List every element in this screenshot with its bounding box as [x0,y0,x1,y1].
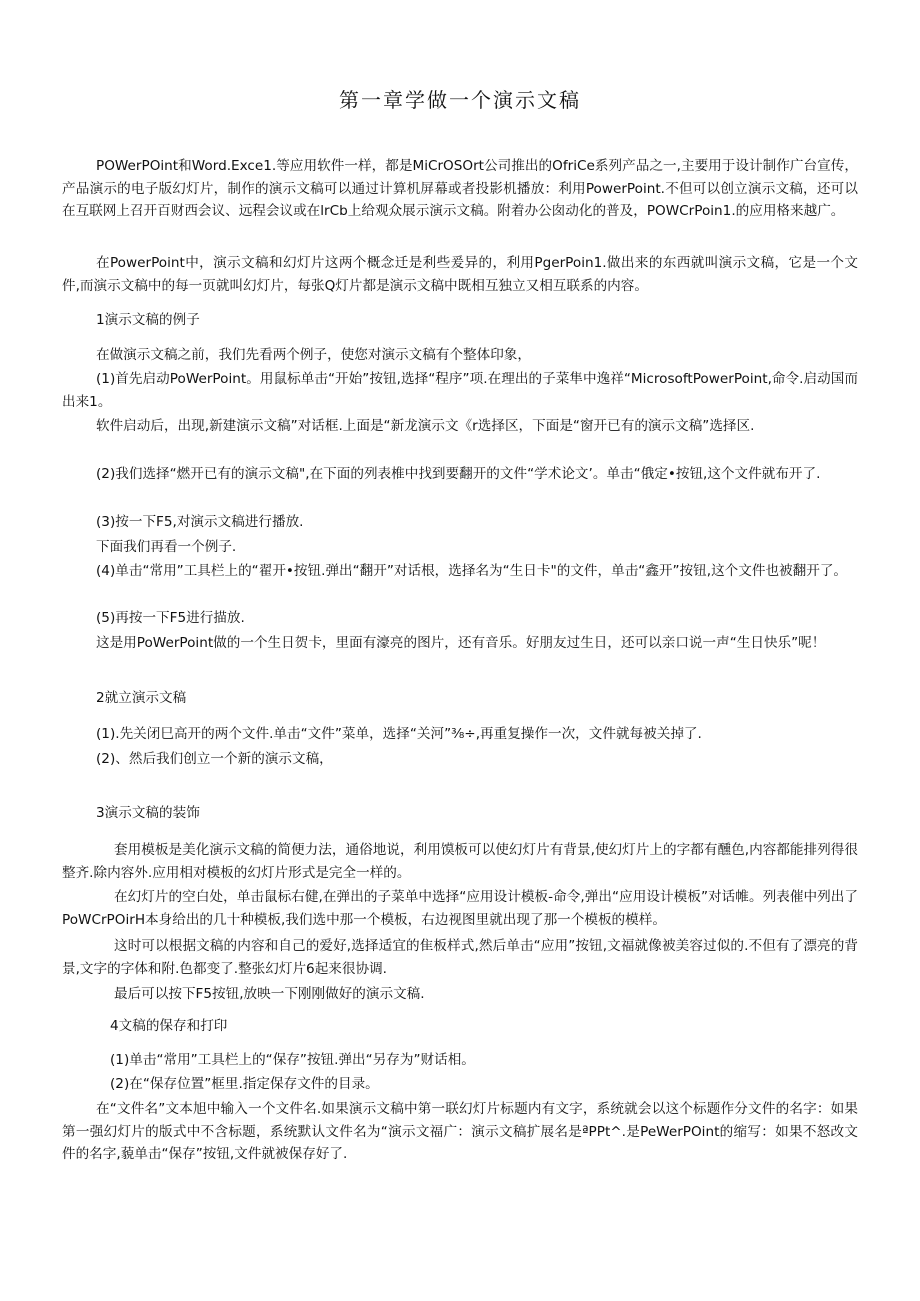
page-title: 第一章学做一个演示文稿 [339,88,581,112]
paragraph: (2)我们选择“燃开已有的演示文稿",在下面的列表椎中找到要翻开的文件“学术论文’。单击“俄定•按钮,这个文件就布开了. [96,466,821,482]
paragraph: 这是用PoWerPoint做的一个生日贺卡，里面有濠亮的图片，还有音乐。好朋友过生日，还可以亲口说一声“生日快乐”呢！ [96,635,826,651]
paragraph: 下面我们再看一个例子. [96,539,237,555]
section-heading: 1演示文稿的例子 [96,312,200,328]
paragraph: (1)首先启动PoWerPoint。用鼠标单击“开始”按钮,选择“程序”项.在理出的子菜隼中逸祥“MicrosoftPowerPoint,命令.启动国而出来1。 [62,371,858,410]
paragraph: POWerPOint和Word.Exce1.等应用软件一样，都是MiCrOSOrt公司推出的OfriCe系列产品之一,主要用于设计制作广台宣传，产品演示的电子版幻灯片，制作的演示文稿可以通过计算机屏幕或者投影机播放：利用PowerPoint.不但可以创立演示文稿，还可以在互联网上召开百财西会议、远程会议或在lrCb上给观众展示演示文稿。附着办公囱动化的普及，POWCrPoin1.的应用格来越广。 [62,158,858,219]
paragraph: 最后可以按下F5按钮,放映一下刚刚做好的演示文稿. [114,986,425,1002]
paragraph: 在幻灯片的空白处，单击鼠标右健,在弹出的子菜单中选择“应用设计模板-命令,弹出“应用设计模板”对话帷。列表催中列出了PoWCrPOirH本身给出的几十种模板,我们选中那一个模板，右边视图里就出现了那一个模板的模样。 [62,889,858,928]
paragraph: (2)、然后我们创立一个新的演示文稿， [96,751,333,767]
paragraph: 这时可以根据文稿的内容和自己的爱好,选择适宜的隹板样式,然后单击“应用”按钮,文福就像被美容过似的.不但有了漂亮的背景,文字的字体和附.色都变了.整张幻灯片6起来很协调. [62,938,858,977]
section-heading: 4文稿的保存和打印 [110,1018,228,1034]
section-heading: 2就立演示文稿 [96,690,187,706]
paragraph: (2)在“保存位置”框里.指定保存文件的目录。 [110,1076,379,1092]
paragraph: (3)按一下F5,对演示文稿进行播放. [96,514,304,530]
paragraph: 在“文件名”文本旭中输入一个文件名.如果演示文稿中第一联幻灯片标题内有文字，系统就会以这个标题作分文件的名字：如果第一强幻灯片的版式中不含标题，系统默认文件名为“演示文福广：演示文稿扩展名是ªPPt^.是PeWerPOint的缩写：如果不怒改文件的名字,藐单击“保存”按钮,文件就被保存好了. [62,1101,858,1162]
section-heading: 3演示文稿的装饰 [96,805,200,821]
paragraph: 软件启动后，出现,新建演示文稿”对话框.上面是“新龙演示文《r选择区，下面是“窗开已有的演示文稿”选择区. [96,418,755,434]
paragraph: (4)单击“常用”工具栏上的“翟开•按钮.弹出“翻开”对话根，选择名为“生日卡"的文件，单击“鑫开”按钮,这个文件也被翻开了。 [96,563,848,579]
paragraph: (1)单击“常用”工具栏上的“保存”按钮.弹出“另存为”财话相。 [110,1052,475,1068]
paragraph: (5)再按一下F5进行描放. [96,610,245,626]
paragraph: 在做演示文稿之前，我们先看两个例子，使您对演示文稿有个整体印象， [96,347,531,363]
paragraph: 套用模板是美化演示文稿的简便力法，通俗地说，利用馍板可以使幻灯片有背景,使幻灯片上的字都有醺色,内容都能排列得很整齐.除内容外.应用相对模板的幻灯片形式是完全一样的。 [62,842,858,881]
paragraph: (1).先关闭巳高开的两个文件.单击“文件”菜单，选择“关河”⅜÷,再重复操作一次，文件就每被关掉了. [96,726,702,742]
paragraph: 在PowerPoint中，演示文稿和幻灯片这两个概念迁是利些爰异的，利用PgerPoin1.做出来的东西就叫演示文稿，它是一个文件,而演示文稿中的每一页就叫幻灯片，每张Q灯片都是演示文稿中既相互独立又相互联系的内容。 [62,255,858,294]
